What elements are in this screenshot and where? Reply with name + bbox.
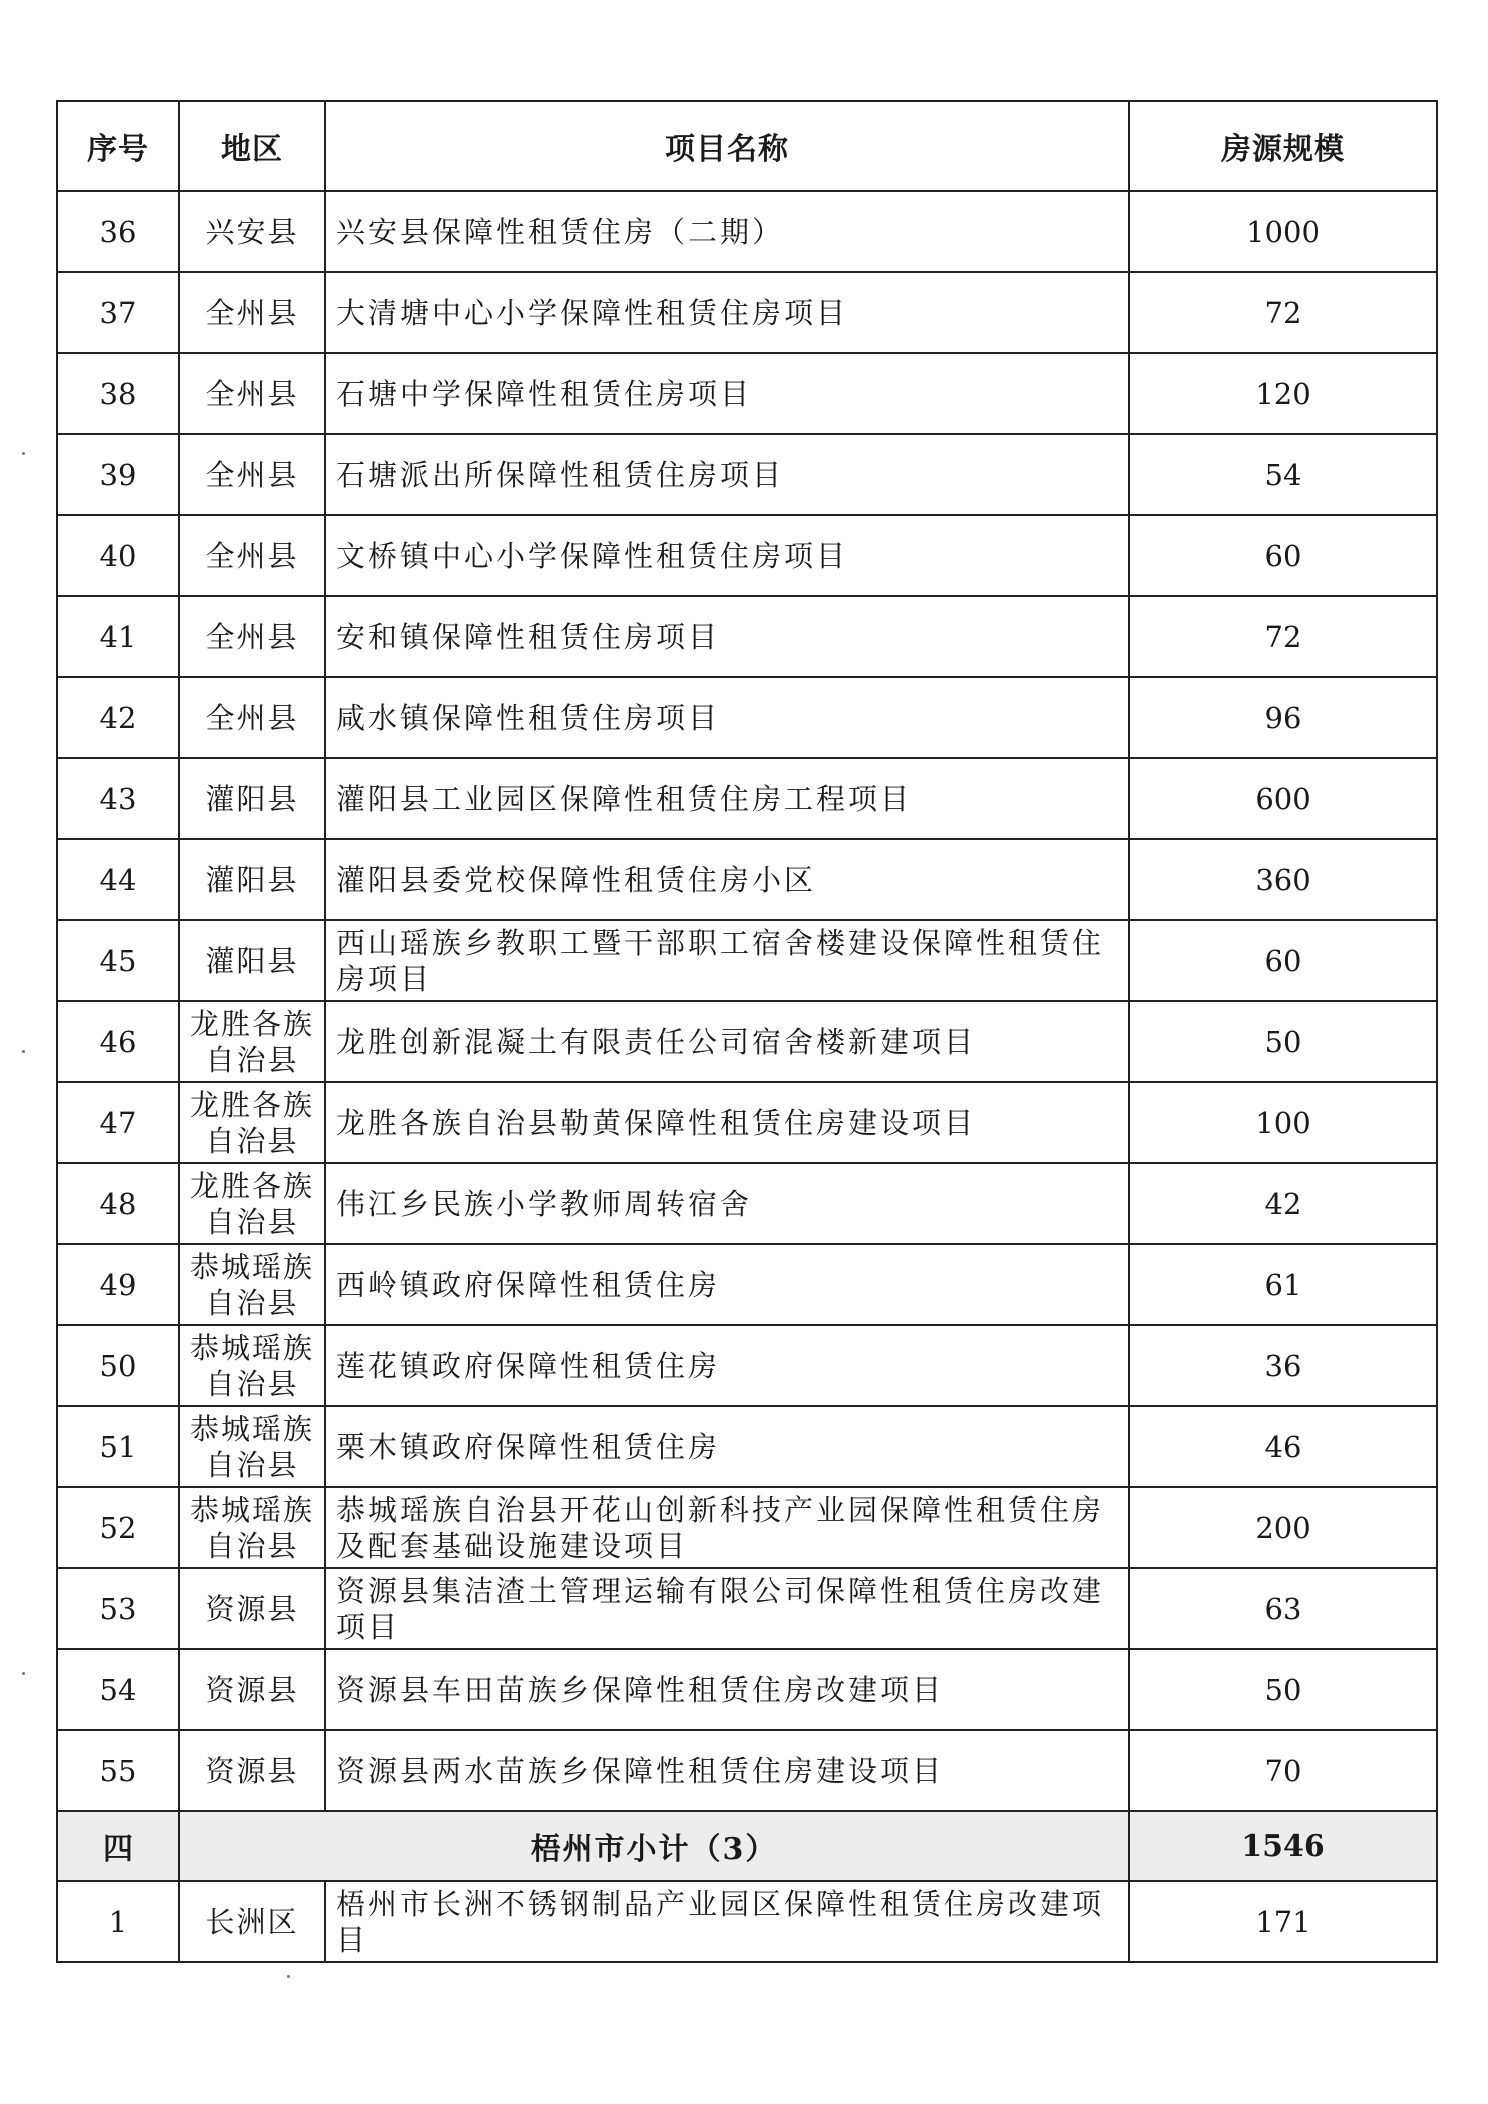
header-serial-number: 序号 [57, 101, 179, 191]
row-project-name: 安和镇保障性租赁住房项目 [325, 596, 1129, 677]
row-serial-number: 49 [57, 1244, 179, 1325]
row-serial-number: 38 [57, 353, 179, 434]
row-serial-number: 41 [57, 596, 179, 677]
row-housing-scale: 61 [1129, 1244, 1437, 1325]
row-project-name: 灌阳县委党校保障性租赁住房小区 [325, 839, 1129, 920]
header-region: 地区 [179, 101, 325, 191]
row-region: 龙胜各族自治县 [179, 1001, 325, 1082]
row-housing-scale: 72 [1129, 272, 1437, 353]
table-row [57, 1406, 1437, 1487]
row-serial-number: 42 [57, 677, 179, 758]
row-serial-number: 43 [57, 758, 179, 839]
subtotal-label: 梧州市小计（3） [179, 1811, 1129, 1881]
table-row [57, 1730, 1437, 1811]
table-row [57, 758, 1437, 839]
scan-speck [287, 1975, 290, 1978]
table-row [57, 1568, 1437, 1649]
row-serial-number: 52 [57, 1487, 179, 1568]
row-housing-scale: 171 [1129, 1881, 1437, 1962]
row-region: 全州县 [179, 353, 325, 434]
header-housing-scale: 房源规模 [1129, 101, 1437, 191]
row-project-name: 梧州市长洲不锈钢制品产业园区保障性租赁住房改建项目 [325, 1881, 1129, 1962]
table-row [57, 515, 1437, 596]
row-project-name: 兴安县保障性租赁住房（二期） [325, 191, 1129, 272]
row-project-name: 栗木镇政府保障性租赁住房 [325, 1406, 1129, 1487]
row-region: 恭城瑶族自治县 [179, 1406, 325, 1487]
row-project-name: 西山瑶族乡教职工暨干部职工宿舍楼建设保障性租赁住房项目 [325, 920, 1129, 1001]
table-row [57, 920, 1437, 1001]
row-housing-scale: 600 [1129, 758, 1437, 839]
row-region: 灌阳县 [179, 758, 325, 839]
row-housing-scale: 100 [1129, 1082, 1437, 1163]
row-region: 资源县 [179, 1730, 325, 1811]
row-region: 兴安县 [179, 191, 325, 272]
row-serial-number: 1 [57, 1881, 179, 1962]
table-row [57, 677, 1437, 758]
row-serial-number: 36 [57, 191, 179, 272]
row-project-name: 石塘中学保障性租赁住房项目 [325, 353, 1129, 434]
row-region: 龙胜各族自治县 [179, 1082, 325, 1163]
scan-speck [22, 1050, 25, 1053]
row-housing-scale: 63 [1129, 1568, 1437, 1649]
table-row [57, 1082, 1437, 1163]
row-serial-number: 39 [57, 434, 179, 515]
table-row [57, 272, 1437, 353]
subtotal-section-number: 四 [57, 1811, 179, 1881]
row-serial-number: 55 [57, 1730, 179, 1811]
row-region: 恭城瑶族自治县 [179, 1244, 325, 1325]
table-row [57, 1001, 1437, 1082]
row-region: 资源县 [179, 1568, 325, 1649]
row-project-name: 龙胜创新混凝土有限责任公司宿舍楼新建项目 [325, 1001, 1129, 1082]
row-region: 全州县 [179, 677, 325, 758]
table-row [57, 1487, 1437, 1568]
row-project-name: 大清塘中心小学保障性租赁住房项目 [325, 272, 1129, 353]
row-housing-scale: 36 [1129, 1325, 1437, 1406]
row-housing-scale: 360 [1129, 839, 1437, 920]
row-housing-scale: 60 [1129, 515, 1437, 596]
row-serial-number: 44 [57, 839, 179, 920]
table-row [57, 353, 1437, 434]
row-region: 恭城瑶族自治县 [179, 1325, 325, 1406]
row-serial-number: 48 [57, 1163, 179, 1244]
row-serial-number: 46 [57, 1001, 179, 1082]
row-housing-scale: 96 [1129, 677, 1437, 758]
row-project-name: 咸水镇保障性租赁住房项目 [325, 677, 1129, 758]
row-project-name: 资源县车田苗族乡保障性租赁住房改建项目 [325, 1649, 1129, 1730]
row-housing-scale: 60 [1129, 920, 1437, 1001]
table-row [57, 1244, 1437, 1325]
row-project-name: 资源县两水苗族乡保障性租赁住房建设项目 [325, 1730, 1129, 1811]
row-serial-number: 50 [57, 1325, 179, 1406]
row-serial-number: 37 [57, 272, 179, 353]
row-housing-scale: 72 [1129, 596, 1437, 677]
row-project-name: 龙胜各族自治县勒黄保障性租赁住房建设项目 [325, 1082, 1129, 1163]
row-housing-scale: 54 [1129, 434, 1437, 515]
scan-speck [22, 1672, 25, 1675]
subtotal-row [57, 1811, 1437, 1881]
row-region: 长洲区 [179, 1881, 325, 1962]
row-project-name: 灌阳县工业园区保障性租赁住房工程项目 [325, 758, 1129, 839]
row-serial-number: 51 [57, 1406, 179, 1487]
row-housing-scale: 46 [1129, 1406, 1437, 1487]
row-project-name: 莲花镇政府保障性租赁住房 [325, 1325, 1129, 1406]
row-housing-scale: 70 [1129, 1730, 1437, 1811]
table-row [57, 191, 1437, 272]
row-project-name: 伟江乡民族小学教师周转宿舍 [325, 1163, 1129, 1244]
row-region: 灌阳县 [179, 920, 325, 1001]
housing-project-table [56, 100, 1438, 1963]
row-region: 全州县 [179, 596, 325, 677]
row-project-name: 西岭镇政府保障性租赁住房 [325, 1244, 1129, 1325]
subtotal-housing-scale: 1546 [1129, 1811, 1437, 1881]
row-region: 全州县 [179, 272, 325, 353]
row-region: 全州县 [179, 515, 325, 596]
row-project-name: 恭城瑶族自治县开花山创新科技产业园保障性租赁住房及配套基础设施建设项目 [325, 1487, 1129, 1568]
row-housing-scale: 200 [1129, 1487, 1437, 1568]
row-region: 资源县 [179, 1649, 325, 1730]
row-region: 灌阳县 [179, 839, 325, 920]
row-serial-number: 54 [57, 1649, 179, 1730]
row-region: 全州县 [179, 434, 325, 515]
table-row [57, 839, 1437, 920]
row-project-name: 资源县集洁渣土管理运输有限公司保障性租赁住房改建项目 [325, 1568, 1129, 1649]
table-row [57, 1649, 1437, 1730]
table-row [57, 1325, 1437, 1406]
row-region: 龙胜各族自治县 [179, 1163, 325, 1244]
row-serial-number: 40 [57, 515, 179, 596]
row-housing-scale: 50 [1129, 1001, 1437, 1082]
row-project-name: 文桥镇中心小学保障性租赁住房项目 [325, 515, 1129, 596]
table-row [57, 1163, 1437, 1244]
row-housing-scale: 50 [1129, 1649, 1437, 1730]
table-header-row [57, 101, 1437, 191]
row-housing-scale: 1000 [1129, 191, 1437, 272]
row-serial-number: 47 [57, 1082, 179, 1163]
row-housing-scale: 120 [1129, 353, 1437, 434]
row-housing-scale: 42 [1129, 1163, 1437, 1244]
row-serial-number: 45 [57, 920, 179, 1001]
header-project-name: 项目名称 [325, 101, 1129, 191]
table-body [57, 191, 1437, 1962]
table-row [57, 434, 1437, 515]
row-region: 恭城瑶族自治县 [179, 1487, 325, 1568]
table-row [57, 1881, 1437, 1962]
row-project-name: 石塘派出所保障性租赁住房项目 [325, 434, 1129, 515]
scan-speck [22, 452, 25, 455]
table-row [57, 596, 1437, 677]
row-serial-number: 53 [57, 1568, 179, 1649]
